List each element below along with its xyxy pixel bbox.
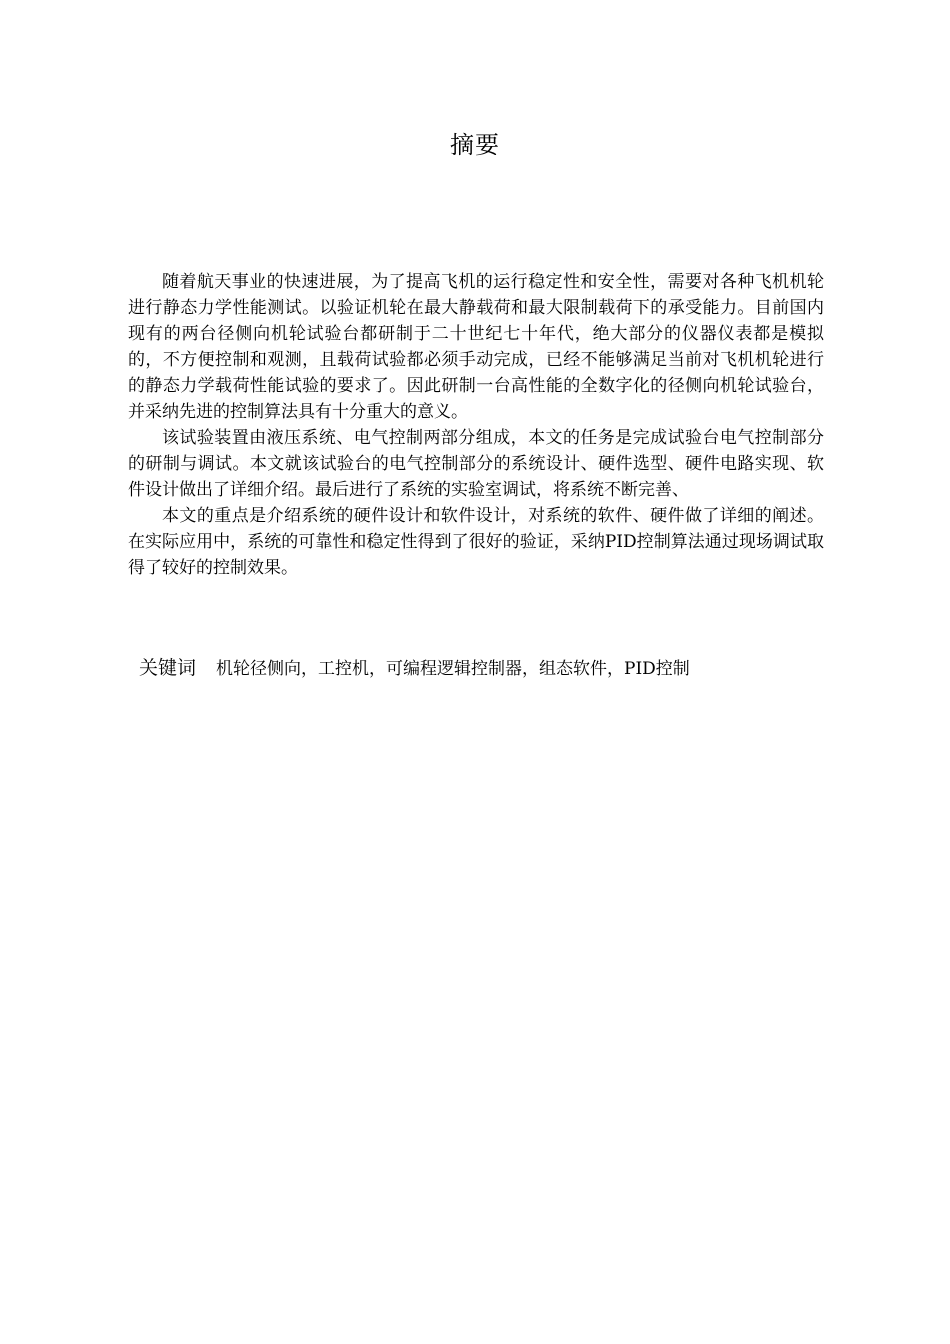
abstract-paragraph-2: 该试验装置由液压系统、电气控制两部分组成，本文的任务是完成试验台电气控制部分的研制与调试。本文就该试验台的电气控制部分的系统设计、硬件选型、硬件电路实现、软件设计做出了详细介绍。最后进行了系统的实验室调试，将系统不断完善、	[128, 428, 824, 500]
keywords-line	[139, 655, 839, 682]
abstract-body	[128, 269, 824, 581]
abstract-paragraph-1: 随着航天事业的快速进展，为了提高飞机的运行稳定性和安全性，需要对各种飞机机轮进行静态力学性能测试。以验证机轮在最大静载荷和最大限制载荷下的承受能力。目前国内现有的两台径侧向机轮试验台都研制于二十世纪七十年代，绝大部分的仪器仪表都是模拟的，不方便控制和观测，且载荷试验都必须手动完成，已经不能够满足当前对飞机机轮进行的静态力学载荷性能试验的要求了。因此研制一台高性能的全数字化的径侧向机轮试验台，并采纳先进的控制算法具有十分重大的意义。	[128, 272, 824, 422]
abstract-title: 摘要	[450, 131, 500, 159]
keywords-text: 机轮径侧向，工控机，可编程逻辑控制器，组态软件，PID控制	[216, 659, 690, 679]
keywords-label: 关键词	[139, 657, 197, 679]
abstract-paragraph-3: 本文的重点是介绍系统的硬件设计和软件设计，对系统的软件、硬件做了详细的阐述。在实际应用中，系统的可靠性和稳定性得到了很好的验证，采纳PID控制算法通过现场调试取得了较好的控制效果。	[128, 506, 824, 578]
